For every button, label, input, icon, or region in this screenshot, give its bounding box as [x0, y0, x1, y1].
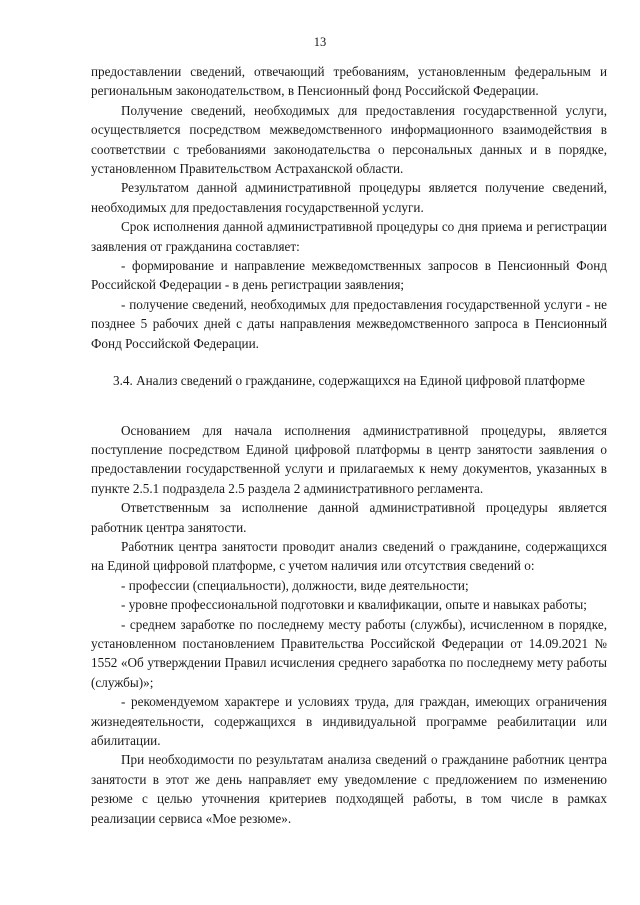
- list-item-salary: - среднем заработке по последнему месту работы (службы), исчисленном в порядке, установленном постановлением Правительства Российской Федерации от 14.09.2021 № 1552 «Об утверждении Правил исчисления среднего заработка по последнему мету работы (службы)»;: [91, 616, 607, 690]
- paragraph-responsible: Ответственным за исполнение данной административной процедуры является работник центра занятости.: [91, 500, 607, 535]
- section-heading: 3.4. Анализ сведений о гражданине, содержащихся на Единой цифровой платформе: [113, 373, 585, 389]
- paragraph-receiving-info: Получение сведений, необходимых для предоставления государственной услуги, осуществляется посредством межведомственного информационного взаимодействия в соответствии с требованиями законодательства о персональных данных и в порядке, установленном Правительством Астраханской области.: [91, 102, 607, 177]
- list-item-requests: - формирование и направление межведомственных запросов в Пенсионный Фонд Российской Федерации - в день регистрации заявления;: [91, 258, 607, 293]
- page-number: 13: [313, 35, 327, 49]
- paragraph-analysis: Работник центра занятости проводит анализ сведений о гражданине, содержащихся на Единой цифровой платформе, с учетом наличия или отсутствия сведений о:: [91, 538, 607, 574]
- paragraph-result: Результатом данной административной процедуры является получение сведений, необходимых для предоставления государственной услуги.: [91, 180, 607, 215]
- paragraph-continuation: предоставлении сведений, отвечающий требованиям, установленным федеральным и региональным законодательством, в Пенсионный фонд Российской Федерации.: [91, 64, 607, 99]
- list-item-qualification: - уровне профессиональной подготовки и квалификации, опыте и навыках работы;: [121, 597, 587, 613]
- list-item-work-conditions: - рекомендуемом характере и условиях труда, для граждан, имеющих ограничения жизнедеятельности, содержащихся в индивидуальной программе реабилитации или абилитации.: [91, 694, 607, 748]
- list-item-profession: - профессии (специальности), должности, виде деятельности;: [121, 577, 469, 593]
- document-body: [91, 62, 607, 828]
- paragraph-basis: Основанием для начала исполнения административной процедуры, является поступление посредством Единой цифровой платформы в центр занятости заявления о предоставлении государственной услуги и прилагаемых к нему документов, указанных в пункте 2.5.1 подраздела 2.5 раздела 2 административного регламента.: [91, 422, 607, 496]
- paragraph-notification: При необходимости по результатам анализа сведений о гражданине работник центра занятости в этот же день направляет ему уведомление с предложением по изменению резюме с целью уточнения критериев подходящей работы, в том числе в рамках реализации сервиса «Мое резюме».: [91, 752, 607, 826]
- paragraph-deadline: Срок исполнения данной административной процедуры со дня приема и регистрации заявления от гражданина составляет:: [91, 219, 607, 254]
- list-item-receiving: - получение сведений, необходимых для предоставления государственной услуги - не позднее 5 рабочих дней с даты направления межведомственного запроса в Пенсионный Фонд Российской Федерации.: [91, 296, 607, 351]
